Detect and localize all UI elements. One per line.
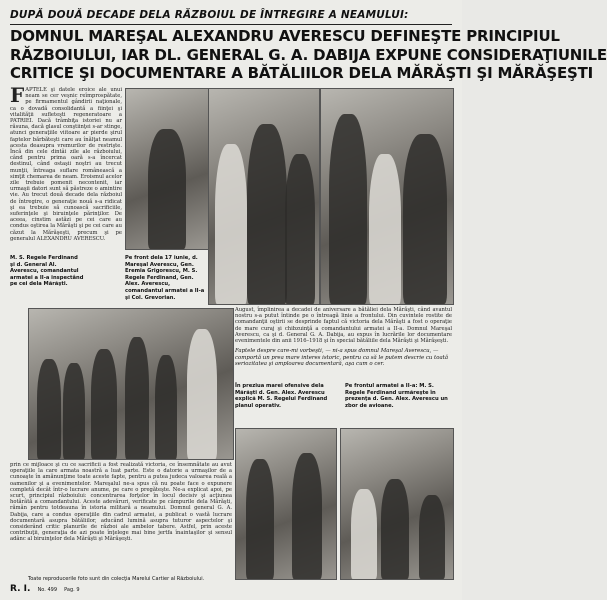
drop-cap: F [10,83,25,107]
caption-marasti-plan: În preziua marei ofensive dela Mărăşti d. Gen. Alex. Averescu explică M. S. Regelui Ferdinand planul operativ. [235,383,328,409]
photo-officers-coats [320,88,454,305]
kicker-rule [10,24,452,25]
footer-issue: No. 499 [37,587,57,593]
caption-airplanes: Pe frontul armatei a II-a: M. S. Regele Ferdinand urmăreşte în prezenţa d. Gen. Alex. Averescu un zbor de avioane. [345,383,448,409]
intro-text: APTELE şi datele eroice ale unui neam se cer veşnic reîmprospătate, pe firmamentul gândirii naţionale, ca o dovadă consolidantă a fiinţei şi vitalităţii sufleteşti regeneratoare a PATRIEI. Dacă trâmbiţa istoriei nu ar răsuna, dacă glasul conştiinţei s-ar stinge, atunci generaţiile viitoare ar pierde şirul faptelor bărbăteşti care au înălţat neamul acesta deasupra vremurilor de restrişte. Încă din cele dintâi zile ale războiului, când pentru prima oară s-a încercat destinul, când ostaşii noştri au trecut munţii, întreaga suflare românească a simţit chemarea de neam. Eroismul acelor zile trebuie pomenit necontenit, iar urmaşii datori sunt să păstreze o amintire vie. Au trecut două decade dela războiul de întregire, o generaţie nouă s-a ridicat şi ea trebuie să cunoască sacrificiile, suferinţele şi biruinţele părinţilor. De aceea, cinstim astăzi pe cei care au condus oştirea la Mărăşti şi pe cei care au căzut la Mărăşeşti, precum şi pe generalul ALEXANDRU AVERESCU. [10,87,122,242]
photo-soldiers-inspection [28,308,234,460]
footer-mark: R. I. [10,584,31,594]
headline-line-2: RĂZBOIULUI, IAR DL. GENERAL G. A. DABIJA EXPUNE CONSIDERAŢIUNILE [10,45,607,64]
footer-page: Pag. 9 [64,587,80,593]
caption-averescu-quote: Faptele despre care-mi vorbeşti, — ni-a spus domnul Mareşal Averescu, — comportă un prea mare interes istoric, pentru ca să le putem descrie cu toată seriozitatea şi amploarea documentară, aşa cum o cer. [235,348,449,367]
caption-august: August, împlinirea a decadei de aniversare a bătăliei dela Mărăşti, când avantul nostru s-a putut întinde pe o întreagă linie a frontului. Din cuvintele rostite de comandanţii oştirii se desprinde faptul că victoria dela Mărăşti a fost o operaţie de mare curaj şi chibzuinţă a comandantului armatei a II-a. Domnul Mareşal Averescu, ca şi d. General G. A. Dabija, au expus în lucrările lor documentare evenimentele din anii 1916–1918 şi în special bătăliile dela Mărăşti şi Mărăşeşti. [235,307,452,345]
caption-king-inspection: M. S. Regele Ferdinand şi d. General Al. Averescu, comandantul armatei a II-a inspectând pe cei dela Mărăşti. [10,255,84,288]
body-text-bottom: prin ce mijloace şi cu ce sacrificii a fost realizată victoria, ce însemnătate au avut operaţiile la care armata noastră a luat parte. Este o datorie a urmaşilor de a cunoaşte în amănunţime toate aceste fapte, pentru a putea judeca valoarea reală a oamenilor şi a evenimentelor. Mareşalul ne-a spus că nu poate face o expunere completă decât într-o lucrare anume, pe care o pregăteşte. Ne-a explicat apoi, pe scurt, principiul războiului: concentrarea forţelor în locul decisiv şi acţiunea hotărâtă a comandantului. Aceste adevăruri, verificate pe câmpurile dela Mărăşti, rămân pentru totdeauna în istoria militară a neamului. Domnul general G. A. Dabija, care a condus operaţiile din cadrul armatei, a publicat o vastă lucrare documentară asupra bătăliilor, aducând lumină asupra tuturor aspectelor şi considerând critic planurile de război ale ambelor tabere. Astfel, prin aceste contribuţii, generaţia de azi poate înţelege mai bine jertfa înaintaşilor şi sensul adânc al biruinţelor dela Mărăşti şi Mărăşeşti. [10,462,232,543]
kicker-line: DUPĂ DOUĂ DECADE DELA RĂZBOIUL DE ÎNTREGIRE A NEAMULUI: [10,9,409,21]
headline [10,27,607,83]
photo-credit: Toate reproducerile foto sunt din colecţia Marelui Cartier al Războiului. [28,576,205,582]
caption-front-june: Pe front dela 17 iunie, d. Mareşal Averescu, Gen. Eremia Grigorescu, M. S. Regele Ferdinand, Gen. Alex. Averescu, comandantul armatei a II-a şi Col. Grevorian. [125,255,205,301]
photo-airplane-watch [340,428,454,580]
photo-generals-group [208,88,320,305]
headline-line-1: DOMNUL MAREŞAL ALEXANDRU AVERESCU DEFINEŞTE PRINCIPIUL [10,27,560,45]
photo-king-and-general [235,428,337,580]
headline-line-3: CRITICE ŞI DOCUMENTARE A BĂTĂLIILOR DELA MĂRĂŞTI ŞI MĂRĂŞEŞTI [10,64,594,82]
photo-officer-portrait [125,88,209,250]
page-footer [10,584,80,594]
intro-column [10,83,122,250]
